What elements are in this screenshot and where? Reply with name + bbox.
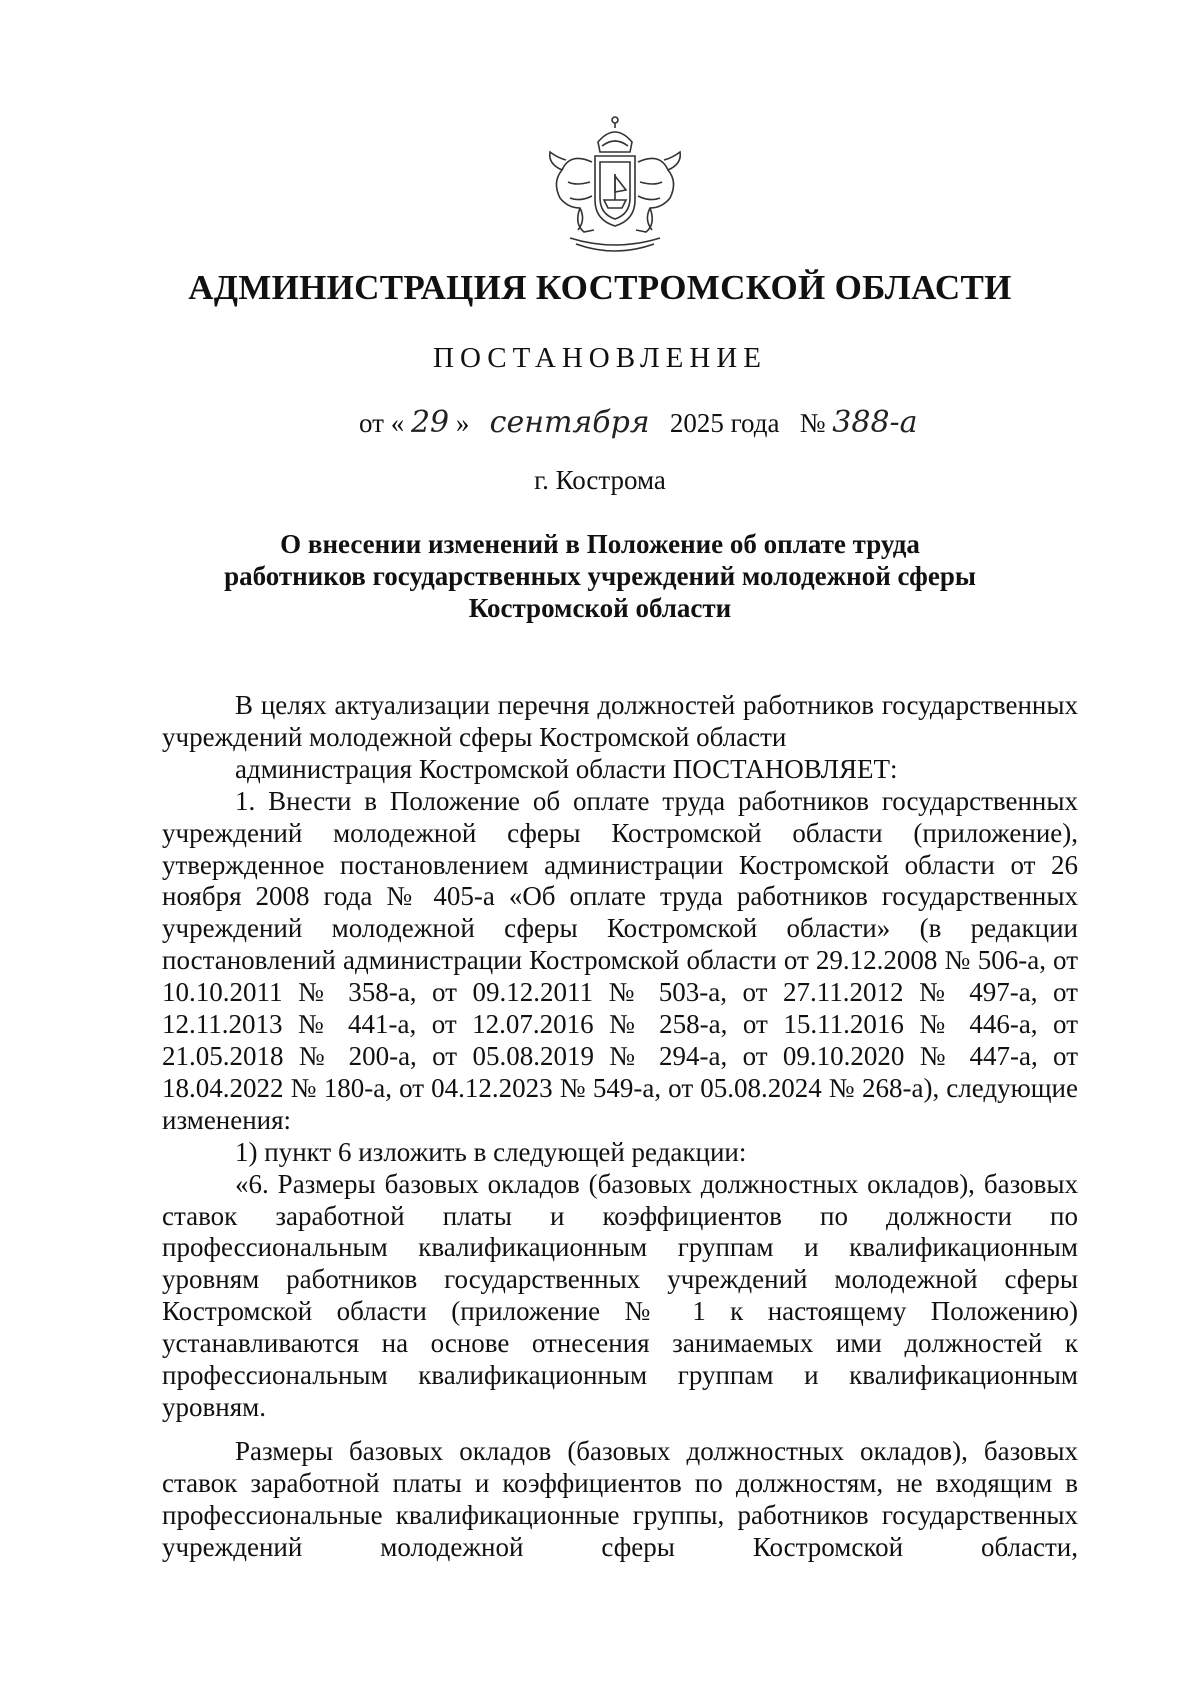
handwritten-day: 29: [410, 405, 450, 440]
handwritten-number: 388-а: [832, 405, 918, 440]
paragraph: Размеры базовых окладов (базовых должностных окладов), базовых ставок заработной платы и коэффициентов по должностям, не входящим в профессиональные квалификационные группы, работников государственных учреждений молодежной сферы Костромской области,: [162, 1435, 1078, 1562]
paragraph: 1) пункт 6 изложить в следующей редакции:: [235, 1136, 747, 1167]
title-line: Костромской области: [468, 593, 732, 623]
year-text: 2025 года: [669, 408, 780, 438]
document-body: [162, 690, 1078, 1563]
title-line: работников государственных учреждений молодежной сферы: [224, 561, 976, 591]
document-title: [160, 528, 1040, 624]
coat-of-arms-icon: [540, 112, 690, 262]
paragraph: В целях актуализации перечня должностей работников государственных учреждений молодежной сферы Костромской области: [162, 690, 1078, 752]
handwritten-month: сентября: [489, 405, 650, 440]
title-line: О внесении изменений в Положение об оплате труда: [280, 529, 920, 559]
organization-name: АДМИНИСТРАЦИЯ КОСТРОМСКОЙ ОБЛАСТИ: [188, 268, 1012, 307]
date-line: [359, 405, 918, 440]
date-prefix: от «: [359, 408, 405, 438]
paragraph: 1. Внести в Положение об оплате труда работников государственных учреждений молодежной сферы Костромской области (приложение), утвержденное постановлением администрации Костромской области от 26 ноября 2008 года № 405-а «Об оплате труда работников государственных учреждений молодежной сферы Костромской области» (в редакции постановлений администрации Костромской области от 29.12.2008 № 506-а, от 10.10.2011 № 358-а, от 09.12.2011 № 503-а, от 27.11.2012 № 497-а, от 12.11.2013 № 441-а, от 12.07.2016 № 258-а, от 15.11.2016 № 446-а, от 21.05.2018 № 200-а, от 05.08.2019 № 294-а, от 09.10.2020 № 447-а, от 18.04.2022 № 180-а, от 04.12.2023 № 549-а, от 05.08.2024 № 268-а), следующие изменения:: [162, 785, 1078, 1135]
paragraph: администрация Костромской области ПОСТАНОВЛЯЕТ:: [235, 753, 898, 784]
document-type: ПОСТАНОВЛЕНИЕ: [433, 342, 767, 374]
city: г. Кострома: [534, 465, 666, 495]
number-prefix: №: [799, 408, 826, 438]
date-mid: »: [455, 408, 470, 438]
paragraph: «6. Размеры базовых окладов (базовых должностных окладов), базовых ставок заработной платы и коэффициентов по должности по профессиональным квалификационным группам и квалификационным уровням работников государственных учреждений молодежной сферы Костромской области (приложение № 1 к настоящему Положению) устанавливаются на основе отнесения занимаемых ими должностей к профессиональным квалификационным группам и квалификационным уровням.: [162, 1168, 1078, 1422]
